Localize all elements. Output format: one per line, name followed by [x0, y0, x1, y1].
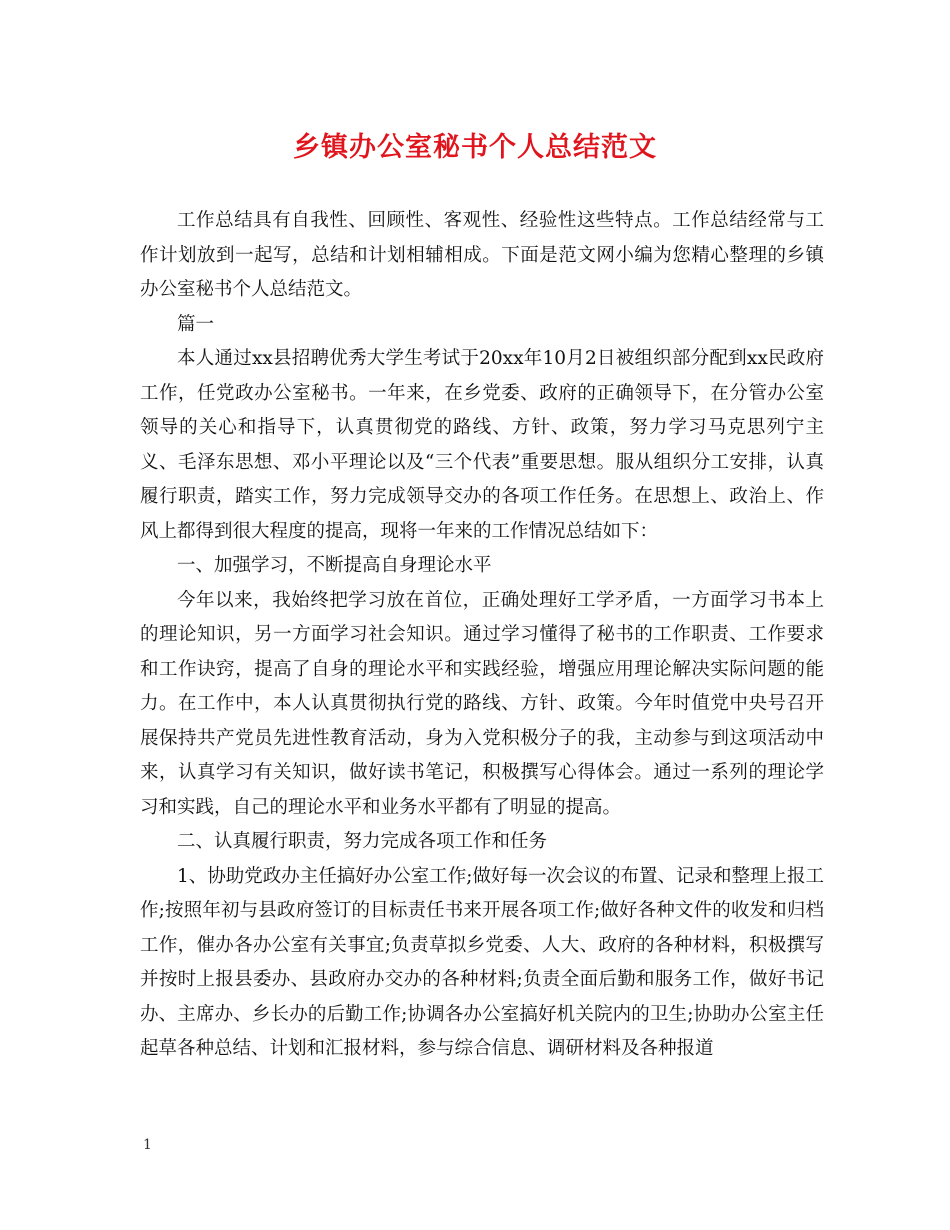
body-paragraph: 今年以来，我始终把学习放在首位，正确处理好工学矛盾，一方面学习书本上的理论知识，另一方面学习社会知识。通过学习懂得了秘书的工作职责、工作要求和工作诀窍，提高了自身的理论水平和实践经验，增强应用理论解决实际问题的能力。在工作中，本人认真贯彻执行党的路线、方针、政策。今年时值党中央号召开展保持共产党员先进性教育活动，身为入党积极分子的我，主动参与到这项活动中来，认真学习有关知识，做好读书笔记，积极撰写心得体会。通过一系列的理论学习和实践，自己的理论水平和业务水平都有了明显的提高。 — [140, 589, 824, 818]
section-label-part-one: 篇一 — [177, 313, 215, 335]
body-paragraph: 1、协助党政办主任搞好办公室工作;做好每一次会议的布置、记录和整理上报工作;按照年初与县政府签订的目标责任书来开展各项工作;做好各种文件的收发和归档工作，催办各办公室有关事宜;负责草拟乡党委、人大、政府的各种材料，积极撰写并按时上报县委办、县政府办交办的各种材料;负责全面后勤和服务工作，做好书记办、主席办、乡长办的后勤工作;协调各办公室搞好机关院内的卫生;协助办公室主任起草各种总结、计划和汇报材料，参与综合信息、调研材料及各种报道 — [140, 865, 825, 1059]
section-heading-duties: 二、认真履行职责，努力完成各项工作和任务 — [177, 831, 548, 852]
page-number: 1 — [143, 1137, 152, 1153]
document-body — [140, 204, 824, 1067]
body-paragraph: 本人通过xx县招聘优秀大学生考试于20xx年10月2日被组织部分配到xx民政府工作，任党政办公室秘书。一年来，在乡党委、政府的正确领导下，在分管办公室领导的关心和指导下，认真贯彻党的路线、方针、政策，努力学习马克思列宁主义、毛泽东思想、邓小平理论以及“三个代表”重要思想。服从组织分工安排，认真履行职责，踏实工作，努力完成领导交办的各项工作任务。在思想上、政治上、作风上都得到很大程度的提高，现将一年来的工作情况总结如下： — [140, 348, 824, 542]
intro-paragraph: 工作总结具有自我性、回顾性、客观性、经验性这些特点。工作总结经常与工作计划放到一起写，总结和计划相辅相成。下面是范文网小编为您精心整理的乡镇办公室秘书个人总结范文。 — [140, 210, 824, 300]
section-heading-study: 一、加强学习，不断提高自身理论水平 — [177, 555, 492, 576]
document-title: 乡镇办公室秘书个人总结范文 — [293, 132, 657, 163]
